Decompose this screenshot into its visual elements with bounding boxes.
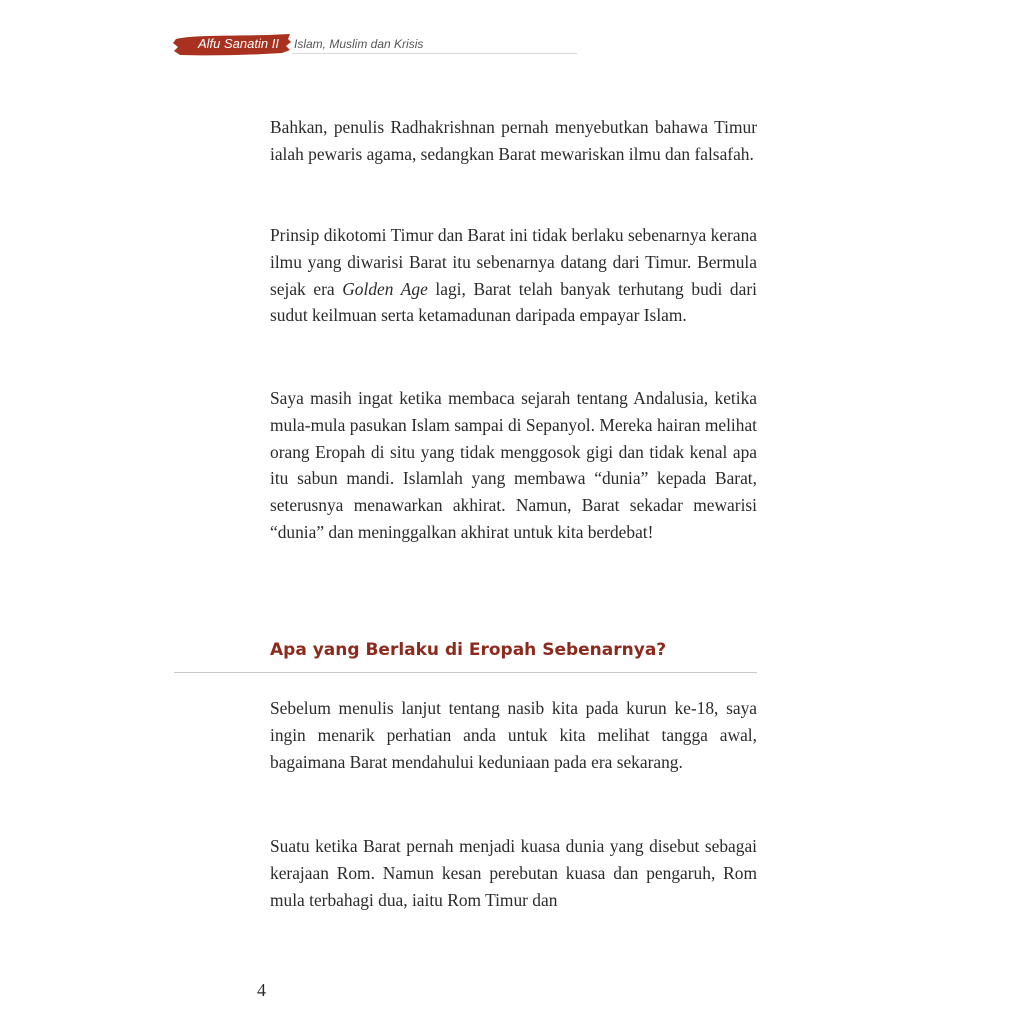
page-number: 4	[257, 980, 266, 1000]
paragraph-2-text-before: Prinsip dikotomi Timur dan Barat ini tidak berlaku sebenarnya kerana ilmu yang diwarisi Barat itu sebenarnya datang dari Timur. Bermula sejak era	[270, 225, 757, 299]
paragraph-2-text-after: lagi, Barat telah banyak terhutang budi dari sudut keilmuan serta ketamadunan daripada empayar Islam.	[270, 278, 757, 326]
paragraph-5: Suatu ketika Barat pernah menjadi kuasa dunia yang disebut sebagai kerajaan Rom. Namun kesan perebutan kuasa dan pengaruh, Rom mula terbahagi dua, iaitu Rom Timur dan	[270, 836, 757, 910]
section-rule	[174, 672, 757, 673]
paragraph-3: Saya masih ingat ketika membaca sejarah tentang Andalusia, ketika mula-mula pasukan Islam sampai di Sepanyol. Mereka hairan melihat orang Eropah di situ yang tidak menggosok gigi dan tidak kenal apa itu sabun mandi. Islamlah yang membawa “dunia” kepada Barat, seterusnya menawarkan akhirat. Namun, Barat sekadar mewarisi “dunia” dan meninggalkan akhirat untuk kita berdebat!	[270, 388, 757, 542]
paragraph-4: Sebelum menulis lanjut tentang nasib kita pada kurun ke-18, saya ingin menarik perhatian anda untuk kita melihat tangga awal, bagaimana Barat mendahului keduniaan pada era sekarang.	[270, 698, 757, 772]
paragraph-2-italic-term: Golden Age	[342, 278, 428, 299]
header-rule	[292, 53, 577, 54]
paragraph-1: Bahkan, penulis Radhakrishnan pernah menyebutkan bahawa Timur ialah pewaris agama, sedangkan Barat mewariskan ilmu dan falsafah.	[270, 117, 757, 164]
chapter-title: Islam, Muslim dan Krisis	[294, 37, 424, 51]
book-title: Alfu Sanatin II	[198, 36, 279, 51]
running-header	[172, 31, 472, 59]
section-heading: Apa yang Berlaku di Eropah Sebenarnya?	[270, 640, 667, 660]
paragraph-2	[270, 222, 757, 329]
